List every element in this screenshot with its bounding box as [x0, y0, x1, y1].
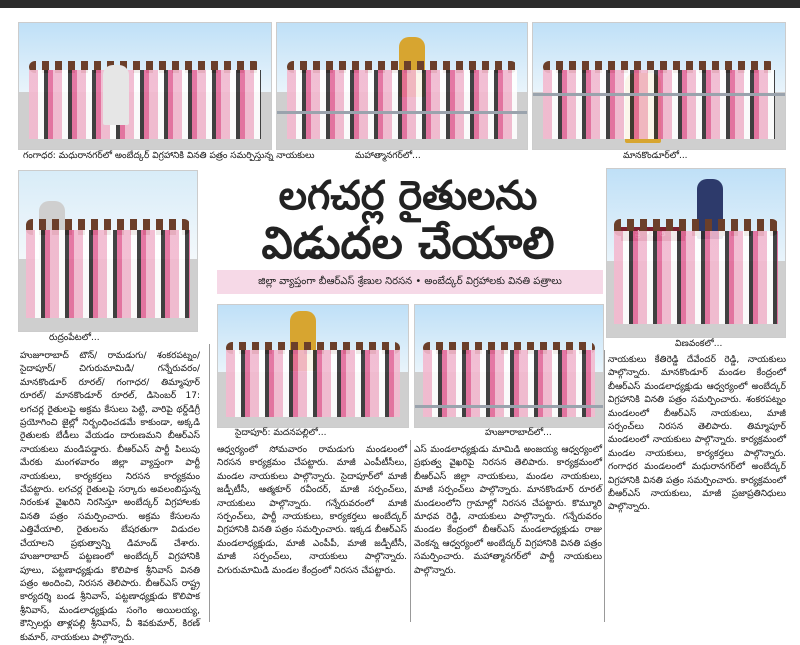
caption-photo7: విణవంకలో... — [672, 339, 725, 350]
photo-crowd — [287, 70, 517, 139]
photo-veenavanka — [606, 168, 786, 338]
column-divider — [209, 344, 210, 622]
photo-crowd — [543, 70, 775, 139]
photo-saidapur — [217, 304, 409, 428]
caption-photo4: రుద్రంపేటలో... — [46, 333, 103, 344]
headline-line1: లగచర్ల రైతులను — [278, 172, 538, 219]
photo-crowd — [29, 70, 261, 139]
photo-manakondur — [532, 22, 786, 150]
subheadline-bar: జిల్లా వ్యాప్తంగా బీఆర్ఎస్ శ్రేణుల నిరసన • అంబేద్కర్ విగ్రహాలకు వినతి పత్రాలు — [217, 270, 603, 294]
article-column-3: ఎస్ మండలాధ్యక్షుడు మామిడి అంజయ్య ఆధ్వర్యంలో ప్రభుత్వ వైఖరిపై నిరసన తెలిపారు. కార్యక్రమంలో బీఆర్ఎస్ జిల్లా నాయకులు, మండల నాయకులు, మాజీ సర్పంచ్‌లు పాల్గొన్నారు. మానకొండూర్ రూరల్ మండలంలోని గ్రామాల్లో నిరసన చేపట్టారు. కొమ్మూరి మాధవ రెడ్డి, నాయకులు పాల్గొన్నారు. గన్నేరువరం మండల కేంద్రంలో బీఆర్ఎస్ మండలాధ్యక్షుడు రాజు వెంకన్న ఆధ్వర్యంలో అంబేద్కర్ విగ్రహానికి వినతి పత్రం సమర్పించారు. మహాత్మానగర్‌లో పార్టీ నాయకులు పాల్గొన్నారు. — [414, 445, 602, 576]
caption-photo6: హుజూరాబాద్‌లో... — [482, 428, 555, 439]
caption-photo5: సైదాపూర్: మదనపల్లిలో... — [232, 428, 329, 439]
photo-crowd — [26, 230, 190, 318]
headline-line2: విడుదల చేయాలి — [261, 218, 555, 269]
column-divider — [410, 440, 411, 622]
photo-railing — [277, 111, 527, 114]
photo-crowd — [614, 231, 778, 323]
article-column-4: నాయకులు కేతిరెడ్డి దేవేందర్ రెడ్డి, నాయకులు పాల్గొన్నారు. మానకొండూర్ మండల కేంద్రంలో బీఆర్ఎస్ మండలాధ్యక్షుడు ఆధ్వర్యంలో అంబేద్కర్ విగ్రహానికి వినతి పత్రం సమర్పించారు. శంకరపట్నం మండలంలో బీఆర్ఎస్ నాయకులు, మాజీ సర్పంచ్‌లు నిరసన తెలిపారు. తిమ్మాపూర్ మండలంలో నాయకులు పాల్గొన్నారు. కార్యక్రమంలో మండల నాయకులు, కార్యకర్తలు పాల్గొన్నారు. గంగాధర మండలంలో మధురానగర్‌లో అంబేద్కర్ విగ్రహానికి వినతి పత్రం సమర్పించారు. కార్యక్రమంలో బీఆర్ఎస్ నాయకులు, మాజీ ప్రజాప్రతినిధులు పాల్గొన్నారు. — [608, 355, 786, 513]
photo-railing — [415, 405, 603, 408]
photo-crowd — [226, 350, 401, 417]
photo-mahatmanagar — [276, 22, 528, 150]
photo-railing — [533, 93, 785, 96]
caption-photo2: మహాత్మానగర్‌లో... — [352, 151, 424, 162]
photo-gangadhara — [18, 22, 272, 150]
caption-photo3: మానకొండూర్‌లో... — [620, 151, 691, 162]
top-bar — [0, 0, 800, 8]
article-column-1: హుజూరాబాద్ టౌన్/ రామడుగు/ శంకరపట్నం/ సైదాపూర్/ చిగురుమామిడి/ గన్నేరువరం/ మానకొండూర్ రూరల్/ గంగాధర/ తిమ్మాపూర్ రూరల్/ మానకొండూర్ రూరల్, డిసెంబర్ 17: లగచర్ల రైతులపై అక్రమ కేసులు పెట్టి, వారిపై థర్డ్‌డిగ్రీ ప్రయోగించి జైల్లో నిర్బంధించడమే కాకుండా, అక్కడి రైతులకు బేడీలు వేయడం దారుణమని బీఆర్ఎస్ నాయకులు మండిపడ్డారు. బీఆర్ఎస్ పార్టీ పిలుపు మేరకు మంగళవారం జిల్లా వ్యాప్తంగా పార్టీ నాయకులు, కార్యకర్తలు నిరసన కార్యక్రమం చేపట్టారు. లగచర్ల రైతులపై సర్కారు అవలంబిస్తున్న నిరంకుశ వైఖరిని నిరసిస్తూ అంబేద్కర్ విగ్రహాలకు వినతి పత్రం సమర్పించారు. అక్రమ కేసులను ఎత్తివేయాలి, రైతులను బేషరతుగా విడుదల చేయాలని ప్రభుత్వాన్ని డిమాండ్ చేశారు. హుజూరాబాద్ పట్టణంలో అంబేద్కర్ విగ్రహానికి పూలు, పట్టణాధ్యక్షుడు కొలిపాక శ్రీనివాస్ వినతి పత్రం అందించి, నిరసన తెలిపారు. బీఆర్ఎస్ రాష్ట్ర కార్యదర్శి బండ శ్రీనివాస్, పట్టణాధ్యక్షుడు కొలిపాక శ్రీనివాస్, మండలాధ్యక్షుడు సంగెం అయిలయ్య, కౌన్సిలర్లు తాళ్లపల్లి శ్రీనివాస్, వీ శివకుమార్, కిరణ్ కుమార్, నాయకులు పాల్గొన్నారు. — [20, 351, 200, 643]
column-divider — [604, 350, 605, 622]
article-column-2: ఆధ్వర్యంలో సోమవారం రామడుగు మండలంలో నిరసన కార్యక్రమం చేపట్టారు. మాజీ ఎంపీటీసీలు, మండల నాయకులు పాల్గొన్నారు. సైదాపూర్‌లో మాజీ జడ్పీటీసీ, ఆత్మకూర్ రవీందర్, మాజీ సర్పంచ్‌లు, నాయకులు పాల్గొన్నారు. గన్నేరువరంలో మాజీ సర్పంచ్‌లు, పార్టీ నాయకులు, కార్యకర్తలు అంబేద్కర్ విగ్రహానికి వినతి పత్రం సమర్పించారు. ఇక్కడ బీఆర్ఎస్ మండలాధ్యక్షుడు, మాజీ ఎంపీపీ, మాజీ జడ్పీటీసీ, మాజీ సర్పంచ్‌లు, నాయకులు పాల్గొన్నారు. చిగురుమామిడి మండల కేంద్రంలో నిరసన చేపట్టారు. — [217, 445, 407, 576]
photo-huzurabad — [414, 304, 604, 428]
caption-photo1: గంగాధర: మధురానగర్‌లో అంబేద్కర్ విగ్రహానికి వినతి పత్రం సమర్పిస్తున్న నాయకులు — [20, 151, 317, 162]
photo-rudrampet — [18, 170, 198, 332]
statue-icon — [103, 65, 129, 125]
